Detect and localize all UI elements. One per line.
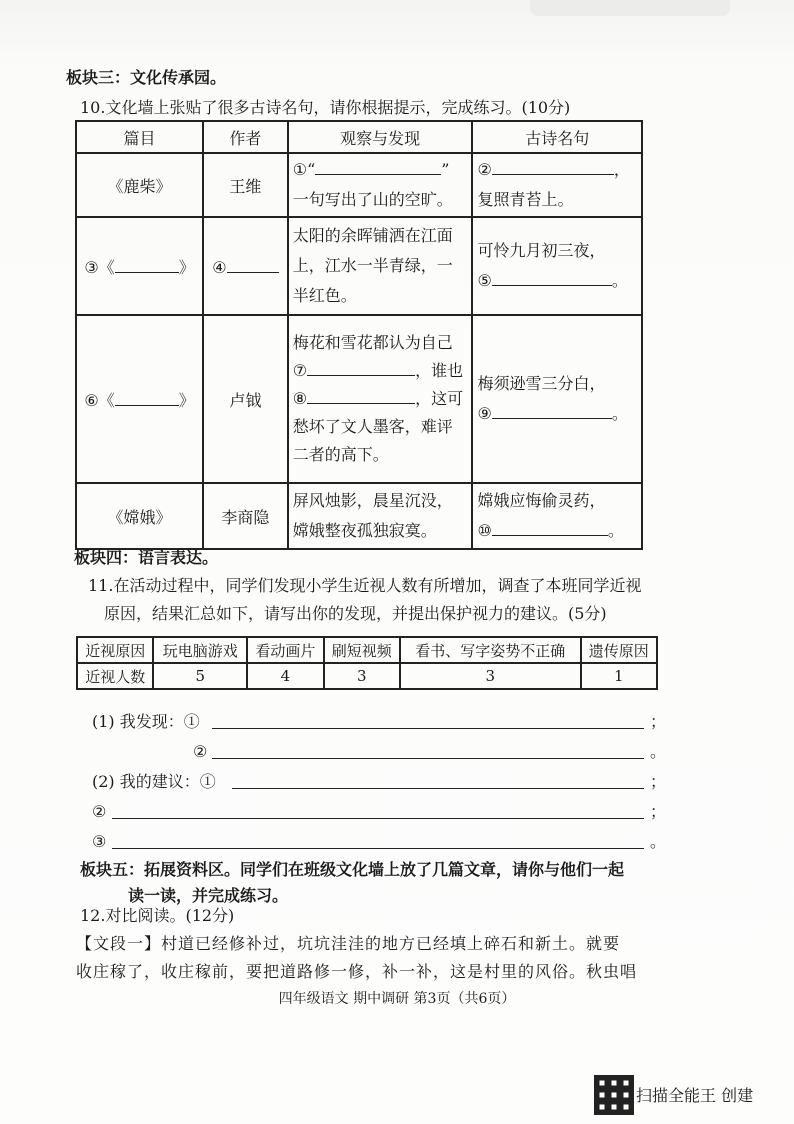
finding-1-line[interactable] — [212, 728, 644, 729]
row2-observation — [288, 217, 473, 315]
suggestion-label: (2) 我的建议：① — [92, 772, 216, 791]
cell-count: 1 — [581, 663, 657, 689]
passage-line-2: 收庄稼了，收庄稼前，要把道路修一修，补一补，这是村里的风俗。秋虫唱 — [76, 962, 638, 981]
obs-line: 太阳的余晖铺洒在江面 — [292, 226, 453, 245]
blank-2[interactable] — [492, 158, 614, 175]
row3-title — [76, 315, 203, 483]
cell-count: 3 — [324, 663, 400, 689]
row1-poem — [472, 153, 642, 217]
section4-heading: 板块四：语言表达。 — [74, 548, 219, 567]
row3-observation — [288, 315, 473, 483]
row3-author: 卢钺 — [203, 315, 288, 483]
blank-6[interactable] — [115, 389, 179, 406]
period: 。 — [611, 404, 628, 423]
mark-4: ④ — [212, 257, 227, 277]
poem-table-header — [76, 121, 642, 153]
comma: ， — [613, 160, 630, 179]
poem-line: 可怜九月初三夜， — [477, 241, 606, 260]
period: 。 — [611, 271, 628, 290]
blank-10[interactable] — [492, 519, 608, 536]
table-row — [77, 663, 657, 689]
period: 。 — [607, 521, 624, 540]
obs-text: ，谁也 — [415, 361, 464, 380]
row4-poem — [472, 483, 642, 549]
table-row — [76, 483, 642, 549]
mark-3: ③《 — [84, 257, 115, 277]
blank-1[interactable] — [315, 158, 441, 175]
row1-author: 王维 — [203, 153, 288, 217]
semicolon: ； — [650, 712, 667, 731]
row3-poem — [472, 315, 642, 483]
suggestion-2-line[interactable] — [112, 818, 644, 819]
header-observation: 观察与发现 — [288, 121, 473, 153]
suggestion-1-line[interactable] — [232, 788, 644, 789]
finding-2-line[interactable] — [212, 758, 644, 759]
obs-line: 嫦娥整夜孤独寂寞。 — [292, 521, 437, 540]
blank-9[interactable] — [492, 402, 612, 419]
obs-line: 二者的高下。 — [292, 445, 389, 464]
row4-author: 李商隐 — [203, 483, 288, 549]
cell-count-label: 近视人数 — [77, 663, 153, 689]
row4-observation — [288, 483, 473, 549]
bracket-close: 》 — [178, 390, 195, 410]
mark-10: ⑩ — [477, 521, 492, 540]
table-row — [76, 217, 642, 315]
page-footer: 四年级语文 期中调研 第3页（共6页） — [278, 991, 516, 1007]
blank-4[interactable] — [227, 256, 279, 273]
question-12: 12.对比阅读。(12分) — [80, 906, 235, 925]
blank-7[interactable] — [307, 359, 415, 376]
cell-genetic: 遗传原因 — [581, 637, 657, 663]
blank-3[interactable] — [115, 256, 179, 273]
semicolon: ； — [650, 802, 667, 821]
obs-line: 屏风烛影，晨星沉没， — [292, 491, 453, 510]
semicolon: ； — [650, 772, 667, 791]
cell-games: 玩电脑游戏 — [153, 637, 247, 663]
period: 。 — [650, 832, 667, 851]
quote-close: ” — [441, 160, 450, 179]
obs-line: 梅花和雪花都认为自己 — [292, 333, 453, 352]
cell-count: 3 — [400, 663, 581, 689]
mark-6: ⑥《 — [84, 390, 115, 410]
survey-table — [76, 636, 658, 690]
question-10: 10.文化墙上张贴了很多古诗名句，请你根据提示，完成练习。(10分) — [80, 98, 571, 117]
mark-1: ①“ — [292, 160, 316, 179]
finding-label: (1) 我发现：① — [92, 712, 200, 731]
row1-observation — [288, 153, 473, 217]
row1-title: 《鹿柴》 — [76, 153, 203, 217]
suggestion-2-label: ② — [92, 802, 107, 821]
blank-8[interactable] — [307, 387, 415, 404]
cell-count: 5 — [153, 663, 247, 689]
obs-text: ，这可 — [415, 389, 464, 408]
obs-line: 半红色。 — [292, 286, 357, 305]
cell-reason-label: 近视原因 — [77, 637, 153, 663]
section3-heading: 板块三：文化传承园。 — [66, 68, 227, 87]
mark-8: ⑧ — [292, 389, 308, 408]
finding-2-label: ② — [193, 742, 208, 761]
cell-count: 4 — [247, 663, 323, 689]
table-row — [76, 153, 642, 217]
mark-5: ⑤ — [477, 271, 492, 290]
bracket-close: 》 — [178, 257, 195, 277]
mark-9: ⑨ — [477, 404, 492, 423]
blank-5[interactable] — [492, 269, 612, 286]
scanner-brand: 扫描全能王 创建 — [636, 1086, 754, 1105]
cell-short-videos: 刷短视频 — [324, 637, 400, 663]
qr-code-icon — [594, 1075, 634, 1115]
mark-7: ⑦ — [292, 361, 308, 380]
row1-poem-line2: 复照青苔上。 — [477, 190, 574, 209]
header-poem: 古诗名句 — [472, 121, 642, 153]
section5-heading-line1: 板块五：拓展资料区。同学们在班级文化墙上放了几篇文章，请你与他们一起 — [80, 860, 625, 879]
passage-line-1: 【文段一】村道已经修补过，坑坑洼洼的地方已经填上碎石和新土。就要 — [76, 934, 621, 953]
period: 。 — [650, 742, 667, 761]
table-row — [77, 637, 657, 663]
row2-title — [76, 217, 203, 315]
row2-author — [203, 217, 288, 315]
obs-line: 愁坏了文人墨客，难评 — [292, 417, 453, 436]
cell-cartoons: 看动画片 — [247, 637, 323, 663]
header-author: 作者 — [203, 121, 288, 153]
question-11-line1: 11.在活动过程中，同学们发现小学生近视人数有所增加，调查了本班同学近视 — [88, 576, 642, 595]
cell-posture: 看书、写字姿势不正确 — [400, 637, 581, 663]
section5-heading-line2: 读一读，并完成练习。 — [128, 886, 289, 905]
suggestion-3-label: ③ — [92, 832, 107, 851]
obs-line: 上，江水一半青绿，一 — [292, 256, 453, 275]
suggestion-3-line[interactable] — [112, 848, 644, 849]
header-title: 篇目 — [76, 121, 203, 153]
row2-poem — [472, 217, 642, 315]
row4-title: 《嫦娥》 — [76, 483, 203, 549]
question-11-line2: 原因，结果汇总如下，请写出你的发现，并提出保护视力的建议。(5分) — [104, 604, 607, 623]
row1-obs-text: 一句写出了山的空旷。 — [292, 190, 453, 209]
poem-line: 梅须逊雪三分白， — [477, 374, 606, 393]
poem-line: 嫦娥应悔偷灵药， — [477, 491, 606, 510]
poem-table — [75, 120, 643, 550]
scan-smudge — [530, 0, 730, 16]
table-row — [76, 315, 642, 483]
mark-2: ② — [477, 160, 492, 179]
